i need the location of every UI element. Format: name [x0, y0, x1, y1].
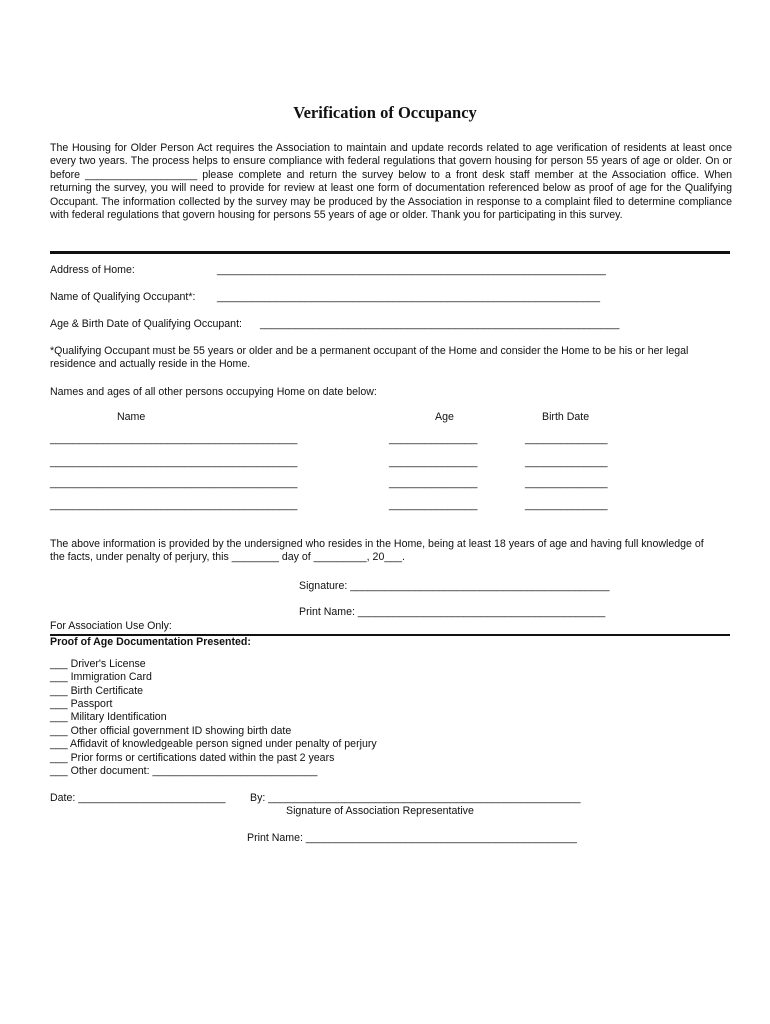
intro-paragraph: The Housing for Older Person Act requires the Association to maintain and update records related to age verification of residents at least once every two years. The process helps to ensure compliance with federal regulations that govern housing for person 55 years of age or older. On or before ___________________ please complete and return the survey below to a front desk staff member at the Association office. When returning the survey, you will need to provide for review at least one form of documentation referenced below as proof of age for the Qualifying Occupant. The information collected by the survey may be produced by the Association in response to a complaint filed to determine compliance with federal regulations that govern housing for persons 55 years of age or older. Thank you for participating in this survey.: [50, 142, 732, 222]
occupant-age-field[interactable]: _______________: [389, 499, 478, 511]
doc-check-other-gov-id[interactable]: ___ Other official government ID showing birth date: [50, 725, 292, 737]
qualifying-name-label: Name of Qualifying Occupant*:: [50, 291, 196, 303]
doc-check-passport[interactable]: ___ Passport: [50, 698, 113, 710]
occupant-name-field[interactable]: __________________________________________: [50, 433, 298, 445]
others-heading: Names and ages of all other persons occupying Home on date below:: [50, 386, 377, 398]
occupant-birth-field[interactable]: ______________: [525, 433, 608, 445]
occupant-age-field[interactable]: _______________: [389, 433, 478, 445]
doc-check-birth-certificate[interactable]: ___ Birth Certificate: [50, 685, 144, 697]
occupant-birth-field[interactable]: ______________: [525, 499, 608, 511]
doc-check-other-document[interactable]: ___ Other document: ____________________________: [50, 765, 318, 777]
address-field[interactable]: __________________________________________________________________: [217, 264, 606, 276]
date-field[interactable]: Date: _________________________: [50, 792, 226, 804]
doc-check-drivers-license[interactable]: ___ Driver's License: [50, 658, 146, 670]
attestation-text: The above information is provided by the undersigned who resides in the Home, being at least 18 years of age and having full knowledge of the facts, under penalty of perjury, this ________ day of _________, 20___.: [50, 538, 704, 563]
doc-check-prior-forms[interactable]: ___ Prior forms or certifications dated within the past 2 years: [50, 752, 335, 764]
doc-check-immigration-card[interactable]: ___ Immigration Card: [50, 671, 152, 683]
address-label: Address of Home:: [50, 264, 135, 276]
occupant-name-field[interactable]: __________________________________________: [50, 477, 298, 489]
signature-field[interactable]: Signature: ____________________________________________: [299, 580, 610, 592]
occupant-age-field[interactable]: _______________: [389, 456, 478, 468]
col-header-age: Age: [435, 411, 454, 423]
occupant-age-field[interactable]: _______________: [389, 477, 478, 489]
age-birth-field[interactable]: _____________________________________________________________: [260, 318, 620, 330]
qualifying-note: *Qualifying Occupant must be 55 years or older and be a permanent occupant of the Home and consider the Home to be his or her legal residence and actually reside in the Home.: [50, 345, 689, 370]
doc-check-affidavit[interactable]: ___ Affidavit of knowledgeable person signed under penalty of perjury: [50, 738, 377, 750]
occupant-birth-field[interactable]: ______________: [525, 477, 608, 489]
age-birth-label: Age & Birth Date of Qualifying Occupant:: [50, 318, 242, 330]
col-header-birth-date: Birth Date: [542, 411, 590, 423]
occupant-name-field[interactable]: __________________________________________: [50, 456, 298, 468]
association-use-label: For Association Use Only:: [50, 620, 172, 632]
section-divider: [50, 251, 730, 254]
rep-signature-caption: Signature of Association Representative: [286, 805, 474, 817]
occupant-birth-field[interactable]: ______________: [525, 456, 608, 468]
occupant-name-field[interactable]: __________________________________________: [50, 499, 298, 511]
proof-heading: Proof of Age Documentation Presented:: [50, 636, 251, 648]
print-name-field[interactable]: Print Name: __________________________________________: [299, 606, 606, 618]
page-title: Verification of Occupancy: [293, 103, 477, 122]
col-header-name: Name: [117, 411, 146, 423]
rep-signature-field[interactable]: By: _____________________________________________________: [250, 792, 581, 804]
doc-check-military-id[interactable]: ___ Military Identification: [50, 711, 167, 723]
qualifying-name-field[interactable]: _________________________________________________________________: [217, 291, 600, 303]
rep-print-name-field[interactable]: Print Name: ______________________________________________: [247, 832, 577, 844]
